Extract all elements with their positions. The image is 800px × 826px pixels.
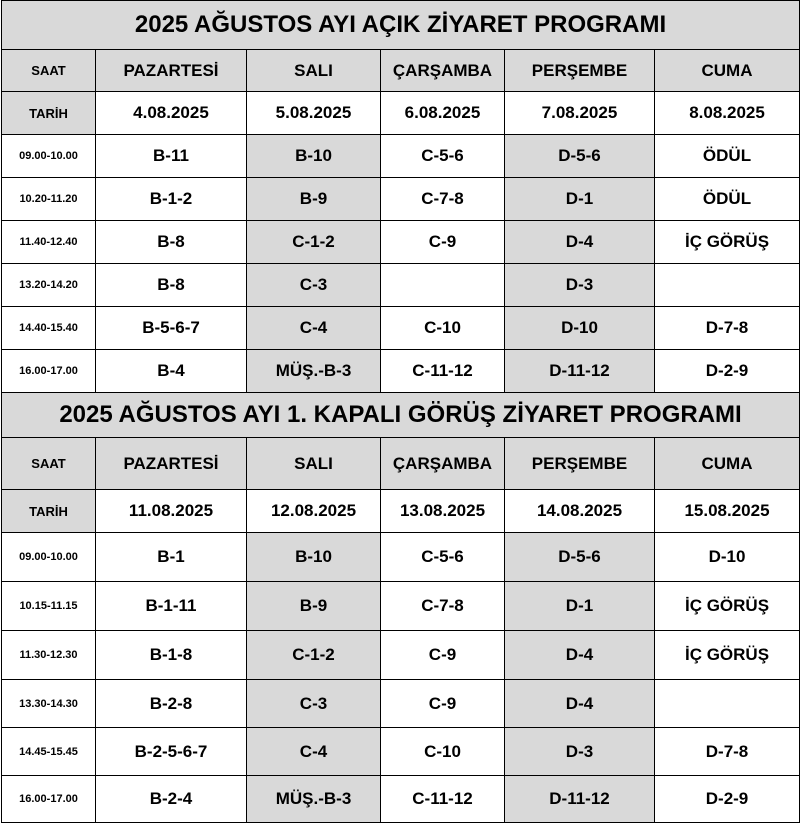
date-label: TARİH	[2, 490, 96, 533]
time-cell: 10.15-11.15	[2, 582, 96, 631]
header-saat: SAAT	[2, 50, 96, 92]
schedule-cell: B-8	[96, 221, 247, 264]
schedule-cell: D-7-8	[655, 728, 800, 776]
schedule-cell: B-4	[96, 350, 247, 393]
schedule-cell: B-10	[247, 135, 381, 178]
closed-visit-header-row	[2, 438, 800, 490]
schedule-cell: D-3	[505, 728, 655, 776]
open-visit-title: 2025 AĞUSTOS AYI AÇIK ZİYARET PROGRAMI	[2, 1, 800, 50]
date-cell: 6.08.2025	[381, 92, 505, 135]
open-visit-header-row	[2, 50, 800, 92]
schedule-cell: D-4	[505, 680, 655, 728]
header-thursday: PERŞEMBE	[505, 438, 655, 490]
schedule-cell: C-10	[381, 728, 505, 776]
date-cell: 4.08.2025	[96, 92, 247, 135]
header-thursday: PERŞEMBE	[505, 50, 655, 92]
table-row	[2, 135, 800, 178]
date-cell: 11.08.2025	[96, 490, 247, 533]
schedule-cell: D-3	[505, 264, 655, 307]
schedule-cell: C-10	[381, 307, 505, 350]
schedule-table	[1, 0, 800, 823]
schedule-cell: İÇ GÖRÜŞ	[655, 582, 800, 631]
schedule-cell: MÜŞ.-B-3	[247, 776, 381, 823]
header-monday: PAZARTESİ	[96, 50, 247, 92]
table-row	[2, 728, 800, 776]
schedule-cell: B-2-8	[96, 680, 247, 728]
table-row	[2, 582, 800, 631]
date-cell: 15.08.2025	[655, 490, 800, 533]
header-tuesday: SALI	[247, 50, 381, 92]
schedule-cell: D-11-12	[505, 350, 655, 393]
time-cell: 11.30-12.30	[2, 631, 96, 680]
schedule-cell: C-3	[247, 680, 381, 728]
schedule-cell: D-5-6	[505, 135, 655, 178]
schedule-cell: B-9	[247, 582, 381, 631]
schedule-cell: C-4	[247, 307, 381, 350]
schedule-cell: B-8	[96, 264, 247, 307]
schedule-cell: C-4	[247, 728, 381, 776]
schedule-cell: C-9	[381, 221, 505, 264]
schedule-cell: C-7-8	[381, 178, 505, 221]
schedule-cell: D-7-8	[655, 307, 800, 350]
header-friday: CUMA	[655, 50, 800, 92]
table-row	[2, 350, 800, 393]
closed-visit-date-row	[2, 490, 800, 533]
table-row	[2, 680, 800, 728]
header-tuesday: SALI	[247, 438, 381, 490]
date-label: TARİH	[2, 92, 96, 135]
schedule-cell: C-3	[247, 264, 381, 307]
schedule-cell	[655, 264, 800, 307]
schedule-cell: D-2-9	[655, 776, 800, 823]
schedule-cell: C-11-12	[381, 776, 505, 823]
date-cell: 8.08.2025	[655, 92, 800, 135]
table-row	[2, 307, 800, 350]
time-cell: 09.00-10.00	[2, 135, 96, 178]
schedule-cell: C-5-6	[381, 135, 505, 178]
schedule-cell: C-5-6	[381, 533, 505, 582]
table-row	[2, 631, 800, 680]
date-cell: 5.08.2025	[247, 92, 381, 135]
schedule-cell: B-1-8	[96, 631, 247, 680]
time-cell: 13.30-14.30	[2, 680, 96, 728]
time-cell: 10.20-11.20	[2, 178, 96, 221]
schedule-cell: B-5-6-7	[96, 307, 247, 350]
schedule-cell: C-7-8	[381, 582, 505, 631]
header-saat: SAAT	[2, 438, 96, 490]
table-row	[2, 533, 800, 582]
header-wednesday: ÇARŞAMBA	[381, 438, 505, 490]
schedule-cell	[381, 264, 505, 307]
time-cell: 14.40-15.40	[2, 307, 96, 350]
schedule-cell: D-11-12	[505, 776, 655, 823]
schedule-cell: D-1	[505, 582, 655, 631]
date-cell: 13.08.2025	[381, 490, 505, 533]
schedule-cell: D-4	[505, 631, 655, 680]
closed-visit-title: 2025 AĞUSTOS AYI 1. KAPALI GÖRÜŞ ZİYARET PROGRAMI	[2, 393, 800, 438]
schedule-cell: C-9	[381, 680, 505, 728]
schedule-cell: C-11-12	[381, 350, 505, 393]
schedule-cell: C-1-2	[247, 631, 381, 680]
time-cell: 14.45-15.45	[2, 728, 96, 776]
schedule-cell: D-4	[505, 221, 655, 264]
open-visit-title-row	[2, 1, 800, 50]
schedule-cell	[655, 680, 800, 728]
schedule-cell: D-5-6	[505, 533, 655, 582]
time-cell: 09.00-10.00	[2, 533, 96, 582]
schedule-cell: C-1-2	[247, 221, 381, 264]
open-visit-date-row	[2, 92, 800, 135]
closed-visit-title-row	[2, 393, 800, 438]
schedule-cell: D-10	[505, 307, 655, 350]
time-cell: 16.00-17.00	[2, 776, 96, 823]
header-wednesday: ÇARŞAMBA	[381, 50, 505, 92]
schedule-cell: ÖDÜL	[655, 135, 800, 178]
schedule-cell: İÇ GÖRÜŞ	[655, 221, 800, 264]
schedule-cell: C-9	[381, 631, 505, 680]
schedule-cell: D-10	[655, 533, 800, 582]
schedule-cell: B-2-5-6-7	[96, 728, 247, 776]
schedule-cell: B-2-4	[96, 776, 247, 823]
header-monday: PAZARTESİ	[96, 438, 247, 490]
table-row	[2, 221, 800, 264]
date-cell: 12.08.2025	[247, 490, 381, 533]
date-cell: 14.08.2025	[505, 490, 655, 533]
time-cell: 13.20-14.20	[2, 264, 96, 307]
table-row	[2, 776, 800, 823]
date-cell: 7.08.2025	[505, 92, 655, 135]
time-cell: 11.40-12.40	[2, 221, 96, 264]
schedule-cell: D-2-9	[655, 350, 800, 393]
header-friday: CUMA	[655, 438, 800, 490]
schedule-cell: D-1	[505, 178, 655, 221]
schedule-cell: B-11	[96, 135, 247, 178]
schedule-cell: İÇ GÖRÜŞ	[655, 631, 800, 680]
schedule-cell: B-10	[247, 533, 381, 582]
schedule-cell: B-9	[247, 178, 381, 221]
schedule-cell: MÜŞ.-B-3	[247, 350, 381, 393]
schedule-cell: B-1-11	[96, 582, 247, 631]
schedule-cell: ÖDÜL	[655, 178, 800, 221]
time-cell: 16.00-17.00	[2, 350, 96, 393]
table-row	[2, 264, 800, 307]
schedule-cell: B-1-2	[96, 178, 247, 221]
table-row	[2, 178, 800, 221]
schedule-cell: B-1	[96, 533, 247, 582]
